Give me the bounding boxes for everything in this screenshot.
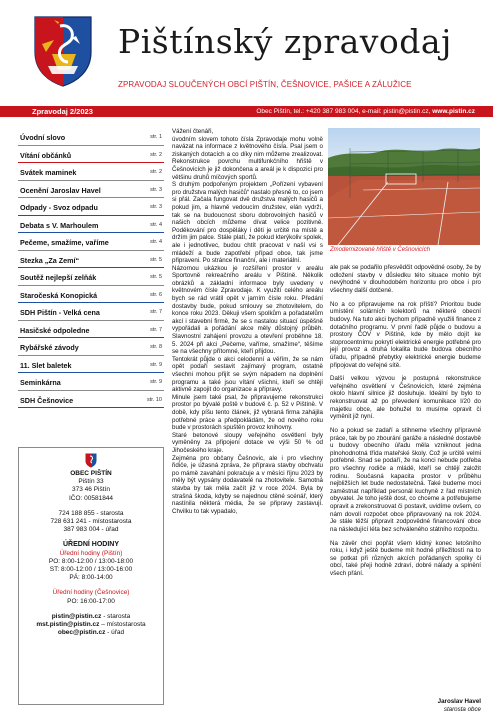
toc-item[interactable] (18, 286, 164, 304)
article-paragraph: S druhým podpořeným projektem „Pořízení vybavení pro družstva malých hasičů“ nastalo přesně to, co jsem si přál. Začala fungovat dvě družstva malých hasičů a pokud jim, a hlavně vedoucím družstev, elán vydrží, tak se na budoucnost sboru dobrovolných hasičů v našich obcích můžeme dívat velice pozitivně. Poděkování pro dospěláky i děti je určitě na místě a držím jim palce. Stále platí, že pokud kterýkoliv spolek, ale i jednotlivec, budou chtít pracovat v naší vsi s mládeží a bude zapotřebí případ obce, tak jsme připraveni. Po stránce finanční, ale i materiální. (172, 181, 323, 265)
article-paragraph: Další velkou výzvou je postupná rekonstrukce veřejného osvětlení v Češnovicích, které zejména okolo hlavní silnice již dosluhuje. Ideální by bylo to rekonstruovat až po převedení komunikace I/20 do majetku obce, ale bohužel to musíme opravit či vyměnit již nyní. (330, 375, 481, 421)
toc-page: str. 7 (150, 326, 162, 333)
toc-label: Svátek maminek (20, 168, 77, 177)
toc-label: Debata s V. Marhoulem (20, 220, 99, 230)
email-line (19, 621, 163, 629)
toc-label: Vítání občánků (20, 150, 72, 160)
article-paragraph: No a pokud se zadaří a stihneme všechny přípravné práce, tak by po zbourání garáže a následné dostavbě u budovy obecního úřadu měla vzniknout jedna plnohodnotná třída mateřské školy. Což je určitě velmi potřebné. Snad se podaří, že na konci nebude potřeba pro všechny rodiče a mládě, kteří se chtějí založit rodinu. Současná kapacita prostor v průběhu nejbližších let bude nedostatečná. Také budeme moci zaměstnat například personál kuchyně z řad místních obyvatel. Je toho ještě dost, co chceme a potřebujeme opravit a zrekonstruovat či postavit, uvidíme ovšem, co nám dovolí rozpočet obce připravovaný na rok 2024. Je stále těžší připravit zodpovědné financování obce na následující léta bez schváleného státního rozpočtu. (330, 427, 481, 533)
toc-label: Soutěž nejlepší zelňák (20, 273, 97, 282)
toc-item[interactable] (18, 233, 164, 251)
toc-item[interactable] (18, 198, 164, 216)
toc-label: Hasičské odpoledne (20, 325, 90, 335)
toc-page: str. 8 (150, 344, 162, 350)
toc-label: Staročeská Konopická (20, 290, 98, 300)
email-office-link[interactable]: obec@pistin.cz (57, 629, 106, 637)
toc-label: Stezka „Za Zemí“ (20, 255, 80, 265)
toc-page: str. 2 (150, 169, 162, 175)
toc-page: str. 3 (150, 186, 162, 193)
email-role: - starosta (101, 612, 131, 620)
toc-label: Rybářské závody (20, 343, 79, 352)
toc-page: str. 3 (150, 204, 162, 210)
newsletter-subtitle: ZPRAVODAJ SLOUČENÝCH OBCÍ PIŠTÍN, ČEŠNOVICE, PAŠICE A ZÁLUŽICE (118, 80, 412, 89)
email-role: - úřad (105, 629, 125, 637)
toc-page: str. 5 (150, 256, 162, 263)
article-paragraph: No a co připravujeme na rok příští? Prioritou bude umístění solárních kolektorů na některé obecní budovy. Na tuto akci bychom případně využili finance z dotačního programu. V první řadě půjde o budovu a prostory ČOV v Pištíně, kde by mělo dojít ke stoprocentnímu pokrytí elektrické energie potřebné pro její provoz a druhá lokalita bude budova obecního úřadu, případně přebytky elektrické energie budeme připojovat do veřejné sítě. (330, 300, 481, 369)
hours-line: PO: 16:00-17:00 (67, 597, 115, 605)
toc-page: str. 9 (150, 361, 162, 368)
article-paragraph: úvodním slovem tohoto čísla Zpravodaje mohu volně navázat na informace z květnového čísla. Psal jsem o ziskaných dotacích a co díky nim můžeme zrealizovat. Rekonstrukce povrchu multifunkčního hřiště v Češnovicích je již dokončena a areál je k dispozici pro většinu druhů míčových sportů. (172, 135, 323, 181)
office-name: OBEC PIŠTÍN (70, 470, 112, 477)
photo-caption: Zmodernizované hřiště v Češnovicích (330, 247, 431, 253)
signature (330, 698, 481, 713)
article-paragraph: Tentokrát půjde o akci celodenní a věřím, že se nám opět podaří sestavit zajímavý program, ostatně všechni mohou přijít se svým nápadem na doplnění programu a také jsou vítání všichni, kteří se chtějí aktivně zapojit do organizace a přípravy. (172, 355, 323, 394)
article-column-middle (172, 128, 323, 515)
newsletter-title: Pištínský zpravodaj (118, 22, 452, 61)
toc-page: str. 4 (150, 239, 162, 245)
article-paragraph: Názornou ukázkou je rozšíření prostor v areálu Sportovně rekreačního areálu v Pištíně. Několik obrázků a základní informace byly uvedeny v květnovém čísle Zpravodaje. K využití celého areálu bych se rád vrátil opět v jarním čísle roku. Předání dostavby bude, pokud smlouvy se zhotovitelem, do konce roku 2023. Děkuji všem spolkům a pořadatelům akcí i stavební firmě, že se s nastalou situací úspěšně vypořádali a pořádání akce měly důstojný průběh. Slavnostní zahájení provozu a otevření proběhne 18. 5. 2024 při akci „Pečeme, vaříme, smažíme“, těšíme se na všechny přítomné, kteří přijdou. (172, 264, 323, 356)
email-line (19, 613, 163, 621)
address-line: Pištín 33 (78, 478, 104, 486)
toc-item[interactable] (18, 128, 164, 146)
article-paragraph: Staré betonové sloupy veřejného osvětlení byly vyměněny za připojení dotace ve výši 50 % od Jihočeského kraje. (172, 431, 323, 454)
hours-pistin-heading: Úřední hodiny (Pištín) (59, 549, 123, 557)
email-role: – místostarosta (99, 621, 146, 629)
toc-page: str. 1 (150, 134, 162, 140)
contact-text: Obec Pištín, tel.: +420 387 983 004, e-mail: pistin@pistin.cz, (256, 107, 433, 115)
toc-label: SDH Pištín - Velká cena (20, 308, 100, 317)
hours-line: ST: 8:00-12:00 / 13:00-16:00 (49, 566, 133, 574)
toc-item[interactable] (18, 181, 164, 199)
toc-item[interactable] (18, 373, 164, 391)
sports-court-photo (328, 128, 480, 245)
email-deputy-link[interactable]: mst.pistin@pistin.cz (36, 621, 100, 629)
article-paragraph: Minule jsem také psal, že připravujeme rekonstrukci prostor po bývalé poště v budově č. p. 52 v Pištíně. V době, kdy píšu tento článek, již vybraná firma zahájila potřebné práce a předpokládám, že od nového roku bude v prostorách spuštěn provoz knihovny. (172, 393, 323, 432)
toc-item[interactable] (18, 303, 164, 321)
toc-item[interactable] (18, 321, 164, 339)
website-link[interactable]: www.pistin.cz (432, 107, 475, 115)
hours-cesnovice-heading: Úřední hodiny (Češnovice) (52, 589, 130, 597)
address-line: 373 46 Pištín (72, 486, 110, 494)
toc-label: Odpady - Svoz odpadu (20, 203, 98, 212)
email-line (19, 629, 163, 637)
small-crest-icon (85, 453, 97, 468)
toc-page: str. 4 (150, 221, 162, 228)
toc-label: 11. Slet baletek (20, 360, 72, 370)
phone-deputy: 728 631 241 - místostarosta (50, 518, 132, 526)
municipality-crest-logo (32, 14, 94, 88)
header-bar (0, 106, 493, 117)
toc-item[interactable] (18, 216, 164, 234)
toc-item[interactable] (18, 338, 164, 356)
article-paragraph: Na závěr chci popřát všem klidný konec letošního roku, i když ještě budeme mít hodně příležitostí na to se potkat při různých akcích pořádaných spolky či obcí, také přeji hodně zdraví, dobré nálady a splnění všech přání. (330, 539, 481, 577)
toc-label: SDH Češnovice (20, 395, 74, 405)
toc-page: str. 9 (150, 379, 162, 385)
article-paragraph: ale pak se podařilo přesvědčit odpovědné osoby, že by odložení stavby v důsledku této situace mohlo být nevýhodné v dlouhodobém horizontu pro obce i pro všechny další dotčené. (330, 264, 481, 294)
office-hours-heading: ÚŘEDNÍ HODINY (62, 541, 119, 549)
toc-label: Ocenění Jaroslav Havel (20, 185, 101, 195)
toc-label: Úvodní slovo (20, 133, 66, 142)
issue-number: Zpravodaj 2/2023 (32, 107, 93, 116)
hours-line: PO: 8:00-12:00 / 13:00-18:00 (48, 557, 134, 565)
hours-line: PÁ: 8:00-14:00 (69, 574, 113, 582)
toc-label: Pečeme, smažíme, vaříme (20, 238, 109, 247)
signature-name: Jaroslav Havel (437, 698, 481, 705)
table-of-contents (18, 128, 164, 408)
phone-office: 387 983 004 - úřad (63, 526, 119, 534)
article-column-right (330, 258, 481, 584)
signature-role: starosta obce (443, 705, 481, 713)
ico-number: IČO: 00581844 (68, 494, 114, 502)
toc-page: str. 2 (150, 151, 162, 158)
toc-item[interactable] (18, 251, 164, 269)
toc-page: str. 7 (150, 309, 162, 315)
contact-line (256, 108, 475, 115)
toc-page: str. 6 (150, 291, 162, 298)
toc-item[interactable] (18, 391, 164, 409)
toc-item[interactable] (18, 268, 164, 286)
toc-page: str. 10 (147, 396, 162, 403)
toc-item[interactable] (18, 163, 164, 181)
article-paragraph: Vážení čtenáři, (172, 128, 214, 135)
phone-mayor: 724 188 855 - starosta (58, 509, 124, 517)
toc-label: Seminkárna (20, 378, 61, 387)
contact-box (18, 447, 164, 705)
toc-item[interactable] (18, 146, 164, 164)
toc-page: str. 5 (150, 274, 162, 280)
toc-item[interactable] (18, 356, 164, 374)
email-mayor-link[interactable]: pistin@pistin.cz (51, 612, 102, 620)
article-paragraph: Zejména pro občany Češnovic, ale i pro všechny řidiče, je úžasná zpráva, že příprava stavby obchvatu po mámě zavahání pokračuje a v měsíci říjnu 2023 by měly být vypsány dodavatelé na zhotovitele. Samotná stavba by tak měla začít již v roce 2024. Byla by strašná škoda, kdyby se najednou ctěné scénář, který nastínila některá média, že se připravy zastavují. Chvilku to tak vypadalo, (172, 454, 323, 515)
